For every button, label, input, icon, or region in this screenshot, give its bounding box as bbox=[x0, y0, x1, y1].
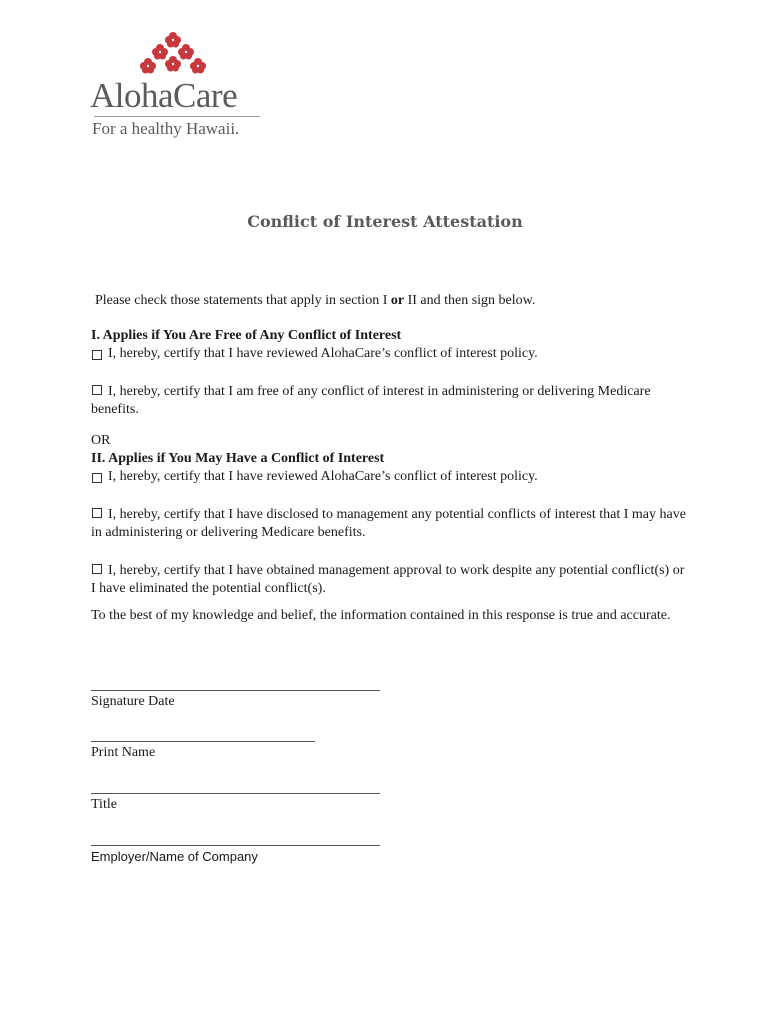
attestation-statement: To the best of my knowledge and belief, the information contained in this response is true and accurate. bbox=[91, 608, 671, 623]
section-1-statement-2 bbox=[91, 380, 691, 419]
section-2-statement-2-text: I, hereby, certify that I have disclosed to management any potential conflicts of interest that I may have in administering or delivering Medicare benefits. bbox=[91, 507, 686, 540]
logo-divider bbox=[94, 116, 260, 117]
or-separator: OR bbox=[91, 433, 111, 448]
print-name-line[interactable] bbox=[91, 741, 315, 742]
employer-line[interactable] bbox=[91, 845, 380, 846]
section-2 bbox=[91, 432, 691, 598]
alohacare-logo bbox=[88, 32, 278, 142]
section-2-statement-3-text: I, hereby, certify that I have obtained management approval to work despite any potential conflict(s) or I have eliminated the potential conflict(s). bbox=[91, 563, 685, 596]
title-line[interactable] bbox=[91, 793, 380, 794]
section-1 bbox=[91, 327, 691, 419]
instructions-text: Please check those statements that apply in section I bbox=[95, 293, 391, 308]
section-1-checkbox-2[interactable] bbox=[92, 385, 102, 395]
logo-wordmark: AlohaCare bbox=[90, 76, 238, 115]
section-2-statement-3 bbox=[91, 559, 691, 598]
section-1-statement-2-body: I, hereby, certify that I am free of any conflict of interest in administering or delivering Medicare benefits. bbox=[91, 384, 651, 417]
section-2-checkbox-3[interactable] bbox=[92, 564, 102, 574]
section-2-statement-2 bbox=[91, 503, 691, 542]
section-1-statement-2-text bbox=[91, 380, 691, 419]
section-2-statement-1-text: I, hereby, certify that I have reviewed AlohaCare’s conflict of interest policy. bbox=[108, 469, 538, 484]
section-2-checkbox-2[interactable] bbox=[92, 508, 102, 518]
flower-cluster-icon bbox=[138, 32, 208, 78]
instructions-text-end: II and then sign below. bbox=[404, 293, 536, 308]
section-2-checkbox-1[interactable] bbox=[92, 473, 102, 483]
signature-date-line[interactable] bbox=[91, 690, 380, 691]
signature-date-label: Signature Date bbox=[91, 694, 175, 709]
title-label: Title bbox=[91, 797, 117, 812]
instructions-emphasis: or bbox=[390, 293, 405, 308]
section-1-heading: I. Applies if You Are Free of Any Conflict of Interest bbox=[91, 328, 402, 343]
section-2-statement-1 bbox=[91, 468, 691, 486]
section-1-statement-1-text: I, hereby, certify that I have reviewed AlohaCare’s conflict of interest policy. bbox=[108, 346, 538, 361]
instructions bbox=[95, 292, 695, 310]
section-1-statement-1 bbox=[91, 345, 691, 363]
print-name-label: Print Name bbox=[91, 745, 156, 760]
section-1-checkbox-1[interactable] bbox=[92, 350, 102, 360]
document-title: Conflict of Interest Attestation bbox=[247, 212, 523, 231]
section-2-heading: II. Applies if You May Have a Conflict of Interest bbox=[91, 451, 385, 466]
employer-label: Employer/Name of Company bbox=[91, 849, 258, 864]
logo-tagline: For a healthy Hawaii. bbox=[92, 119, 240, 138]
